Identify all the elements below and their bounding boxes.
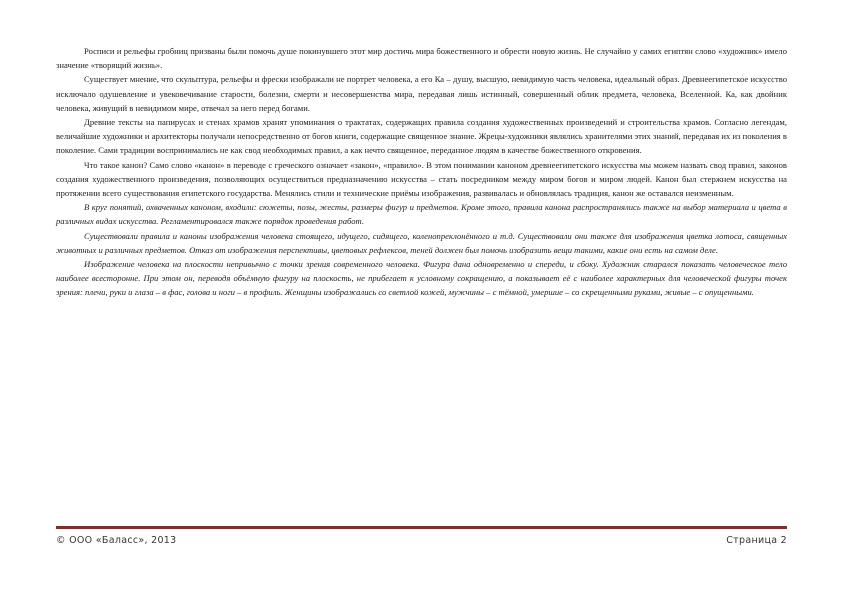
footer-divider xyxy=(56,526,787,529)
paragraph-2: Существует мнение, что скульптура, рельефы и фрески изображали не портрет человека, а его Ка – душу, высшую, невидимую часть человека, идеальный образ. Древнеегипетское искусство исключало одушевление и увековечивание старости, болезни, смерти и несовершенства мира, передавая лишь истинный, совершенный облик предмета, человека, Вселенной. Ка, как двойник человека, живущий в невидимом мире, отвечал за него перед богами. xyxy=(56,74,787,113)
footer-copyright: © ООО «Баласс», 2013 xyxy=(56,535,177,546)
paragraph-6: Существовали правила и каноны изображения человека стоящего, идущего, сидящего, коленопреклонённого и т.д. Существовали они также для изображения цветка лотоса, священных животных и различных предметов. Отказ от изображения перспективы, цветовых рефлексов, теней должен был помочь изобразить вещи такими, какие они есть на самом деле. xyxy=(56,230,787,255)
footer-page-number: Страница 2 xyxy=(726,535,787,546)
paragraph-1: Росписи и рельефы гробниц призваны были помочь душе покинувшего этот мир достичь мира божественного и обрести новую жизнь. Не случайно у самих египтян слово «художник» имело значение «творящий жизнь». xyxy=(56,46,787,71)
paragraph-4: Что такое канон? Само слово «канон» в переводе с греческого означает «закон», «правило». В этом понимании каноном древнеегипетского искусства мы можем назвать свод правил, законов создания художественного произведения, позволяющих осуществиться предназначению искусства – стать посредником между миром богов и миром людей. Канон был стержнем искусства на протяжении всего существования египетского государства. Менялись стили и технические приёмы изображения, развивалась и обновлялась традиция, канон же оставался неизменным. xyxy=(56,159,787,199)
body-text xyxy=(56,44,787,300)
paragraph-3: Древние тексты на папирусах и стенах храмов хранят упоминания о трактатах, содержащих правила создания художественных произведений и строительства храмов. Согласно легендам, величайшие художники и архитекторы получали непосредственно от богов книги, содержащие священное знание. Жрецы-художники являлись хранителями этих знаний, передавая их из поколения в поколение. Сами традиции воспринимались не как свод необходимых правил, а как нечто священное, переданное людям в качестве божественного откровения. xyxy=(56,117,787,156)
page-footer xyxy=(56,535,787,546)
paragraph-5: В круг понятий, охваченных каноном, входили: сюжеты, позы, жесты, размеры фигур и предметов. Кроме этого, правила канона распространялись также на выбор материала и цвета в различных видах искусства. Регламентировался также порядок проведения работ. xyxy=(56,202,787,227)
paragraph-7: Изображение человека на плоскости непривычно с точки зрения современного человека. Фигура дана одновременно и спереди, и сбоку. Художник старался показать человеческое тело наиболее всесторонне. При этом он, переводя объёмную фигуру на плоскость, не прибегает к условному сокращению, а показывает её с наиболее характерных для человеческой фигуры точек зрения: плечи, руки и глаза – в фас, голова и ноги – в профиль. Женщины изображались со светлой кожей, мужчины – с тёмной, умершие – со скрещенными руками, живые – с опущенными. xyxy=(56,259,787,298)
